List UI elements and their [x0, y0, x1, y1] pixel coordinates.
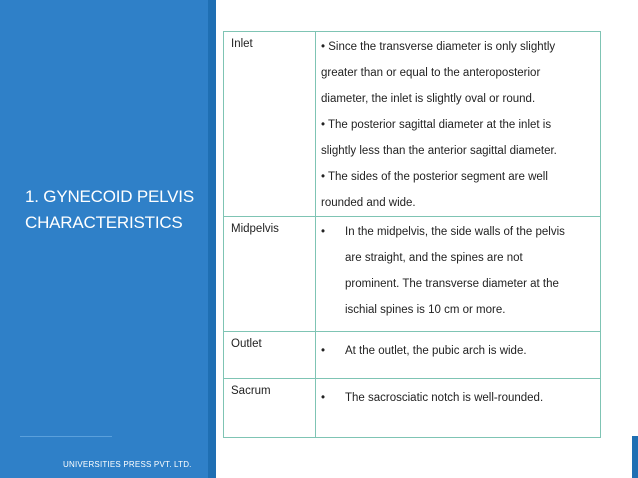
slide-title-line-1: 1. GYNECOID PELVIS [25, 187, 194, 206]
row-label-sacrum: Sacrum [224, 379, 316, 438]
bullet-marker: • [321, 345, 326, 357]
table-row-inlet [224, 32, 601, 217]
inlet-bullet-2-line-2: slightly less than the anterior sagittal diameter. [321, 145, 557, 157]
bullet-marker: • [321, 392, 326, 404]
table-row-outlet [224, 332, 601, 379]
inlet-bullet-3-line-2: rounded and wide. [321, 197, 416, 209]
sidebar-divider [20, 436, 112, 437]
outlet-bullet [321, 338, 594, 364]
pelvis-characteristics-table [223, 31, 601, 438]
slide-title [25, 184, 205, 236]
inlet-bullet-3-line-1: • The sides of the posterior segment are well [321, 171, 548, 183]
inlet-bullet-1-line-2: greater than or equal to the anteroposterior [321, 67, 541, 79]
sacrum-bullet [321, 385, 594, 411]
midpelvis-line-1: In the midpelvis, the side walls of the pelvis [345, 226, 565, 238]
row-content-midpelvis [316, 217, 601, 332]
right-edge-stripe [632, 436, 638, 478]
midpelvis-bullet [321, 219, 594, 323]
row-label-midpelvis: Midpelvis [224, 217, 316, 332]
midpelvis-text [345, 219, 594, 323]
row-content-sacrum [316, 379, 601, 438]
table-row-midpelvis [224, 217, 601, 332]
outlet-text: At the outlet, the pubic arch is wide. [345, 345, 527, 357]
midpelvis-line-3: prominent. The transverse diameter at the [345, 278, 559, 290]
inlet-bullet-2-line-1: • The posterior sagittal diameter at the inlet is [321, 119, 552, 131]
midpelvis-line-4: ischial spines is 10 cm or more. [345, 304, 506, 316]
sidebar-panel [0, 0, 208, 478]
bullet-marker: • [321, 226, 326, 238]
midpelvis-line-2: are straight, and the spines are not [345, 252, 523, 264]
table-row-sacrum [224, 379, 601, 438]
row-content-inlet [316, 32, 601, 217]
row-content-outlet [316, 332, 601, 379]
slide-title-line-2: CHARACTERISTICS [25, 213, 183, 232]
footer-publisher: UNIVERSITIES PRESS PVT. LTD. [63, 460, 192, 469]
row-label-outlet: Outlet [224, 332, 316, 379]
inlet-bullet-1-line-3: diameter, the inlet is slightly oval or round. [321, 93, 536, 105]
sacrum-text: The sacrosciatic notch is well-rounded. [345, 392, 544, 404]
sidebar-edge-stripe [208, 0, 216, 478]
row-label-inlet: Inlet [224, 32, 316, 217]
inlet-bullet-1-line-1: • Since the transverse diameter is only slightly [321, 41, 556, 53]
